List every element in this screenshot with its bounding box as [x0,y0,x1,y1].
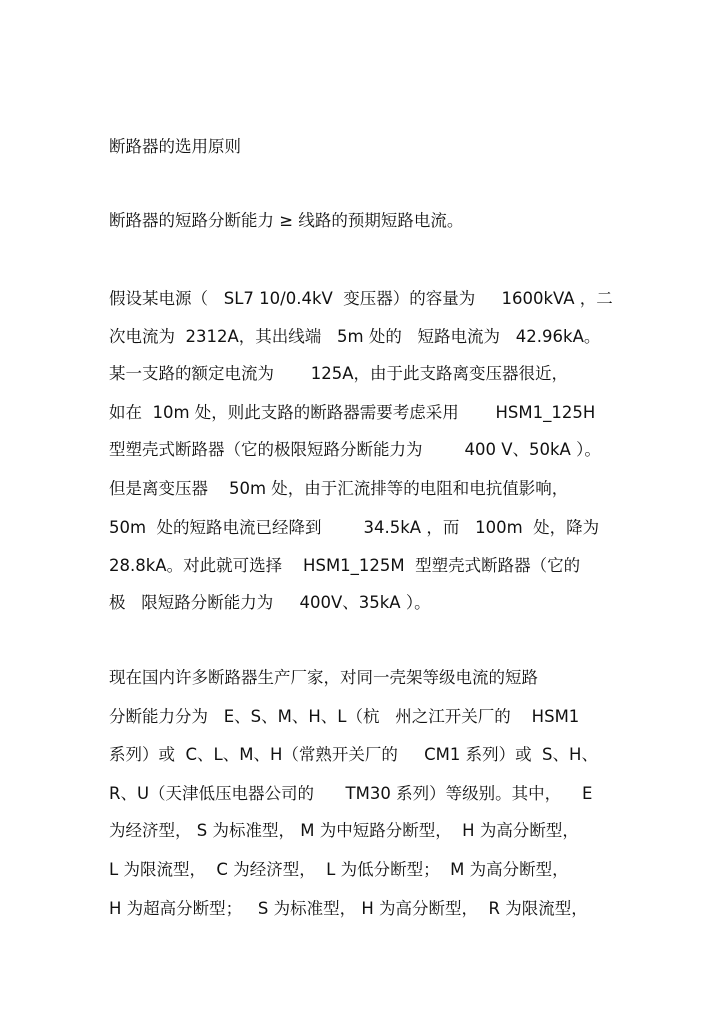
example-line: 次电流为 2312A，其出线端 5m 处的 短路电流为 42.96kA。 [109,327,601,346]
domestic-line: L 为限流型， C 为经济型， L 为低分断型； M 为高分断型， [109,860,569,879]
example-line: 极 限短路分断能力为 400V、35kA ）。 [109,593,431,612]
example-line: 假设某电源（ SL7 10/0.4kV 变压器）的容量为 1600kVA ，二 [109,289,613,308]
domestic-line: 分断能力分为 E、S、M、H、L（杭 州之江开关厂的 HSM1 [109,707,580,726]
domestic-line: 为经济型， S 为标准型， M 为中短路分断型， H 为高分断型， [109,821,579,840]
example-line: 型塑壳式断路器（它的极限短路分断能力为 400 V、50kA ）。 [109,440,601,459]
domestic-line: 现在国内许多断路器生产厂家，对同一壳架等级电流的短路 [109,668,538,687]
example-line: 某一支路的额定电流为 125A，由于此支路离变压器很近， [109,364,568,383]
example-line: 如在 10m 处，则此支路的断路器需要考虑采用 HSM1_125H [109,403,596,422]
document-title: 断路器的选用原则 [109,137,241,156]
principle-text: 断路器的短路分断能力 ≥ 线路的预期短路电流。 [109,211,464,230]
domestic-line: R、U（天津低压电器公司的 TM30 系列）等级别。其中， E [109,784,593,803]
example-line: 28.8kA。对此就可选择 HSM1_125M 型塑壳式断路器（它的 [109,556,581,575]
example-line: 50m 处的短路电流已经降到 34.5kA ，而 100m 处，降为 [109,518,600,537]
domestic-line: 系列）或 C、L、M、H（常熟开关厂的 CM1 系列）或 S、H、 [109,745,598,764]
domestic-line: H 为超高分断型； S 为标准型， H 为高分断型， R 为限流型， [109,899,588,918]
example-line: 但是离变压器 50m 处，由于汇流排等的电阻和电抗值影响， [109,479,569,498]
